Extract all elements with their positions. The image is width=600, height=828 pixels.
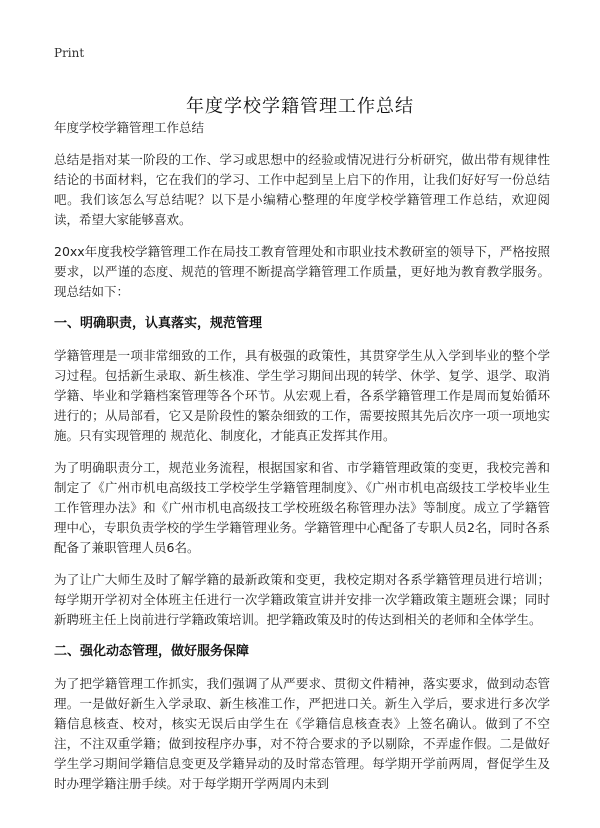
section-1-paragraph-1: 学籍管理是一项非常细致的工作，具有极强的政策性，其贯穿学生从入学到毕业的整个学习过程。包括新生录取、新生核准、学生学习期间出现的转学、休学、复学、退学、取消学籍、毕业和学籍档案管理等各个环节。从宏观上看，各系学籍管理工作是周而复始循环进行的；从局部看，它又是阶段性的繁杂细致的工作，需要按照其先后次序一项一项地实施。只有实现管理的 规范化、制度化，才能真正发挥其作用。 [54, 348, 550, 443]
print-label[interactable]: Print [54, 46, 85, 60]
section-1-paragraph-3: 为了让广大师生及时了解学籍的最新政策和变更，我校定期对各系学籍管理员进行培训；每学期开学初对全体班主任进行一次学籍政策宣讲并安排一次学籍政策主题班会课；同时新聘班主任上岗前进行学籍政策培训。把学籍政策及时的传达到相关的老师和全体学生。 [54, 572, 550, 627]
section-2-heading: 二、强化动态管理，做好服务保障 [54, 644, 250, 659]
document-subtitle: 年度学校学籍管理工作总结 [54, 120, 205, 135]
document-title: 年度学校学籍管理工作总结 [186, 96, 414, 118]
section-2-paragraph-1: 为了把学籍管理工作抓实，我们强调了从严要求、贯彻文件精神，落实要求，做到动态管理。一是做好新生入学录取、新生核准工作，严把进口关。新生入学后，要求进行多次学籍信息核查、校对，核实无误后由学生在《学籍信息核查表》上签名确认。做到了不空注，不注双重学籍；做到按程序办事，对不符合要求的予以剔除，不弄虚作假。二是做好学生学习期间学籍信息变更及学籍异动的及时常态管理。每学期开学前两周，督促学生及时办理学籍注册手续。对于每学期开学两周内未到 [54, 676, 550, 791]
overview-paragraph: 20xx年度我校学籍管理工作在局技工教育管理处和市职业技术教研室的领导下，严格按照要求，以严谨的态度、规范的管理不断提高学籍管理工作质量，更好地为教育教学服务。现总结如下： [54, 244, 550, 299]
section-1-heading: 一、明确职责，认真落实，规范管理 [54, 316, 263, 331]
document-body [54, 118, 550, 806]
intro-paragraph: 总结是指对某一阶段的工作、学习或思想中的经验或情况进行分析研究，做出带有规律性结论的书面材料，它在我们的学习、工作中起到呈上启下的作用，让我们好好写一份总结吧。我们该怎么写总结呢？以下是小编精心整理的年度学校学籍管理工作总结，欢迎阅读，希望大家能够喜欢。 [54, 152, 550, 227]
section-1-paragraph-2: 为了明确职责分工，规范业务流程，根据国家和省、市学籍管理政策的变更，我校完善和制定了《广州市机电高级技工学校学生学籍管理制度》、《广州市机电高级技工学校毕业生工作管理办法》和《广州市机电高级技工学校班级名称管理办法》等制度。成立了学籍管理中心，专职负责学校的学生学籍管理业务。学籍管理中心配备了专职人员2名，同时各系配备了兼职管理人员6名。 [54, 460, 550, 555]
